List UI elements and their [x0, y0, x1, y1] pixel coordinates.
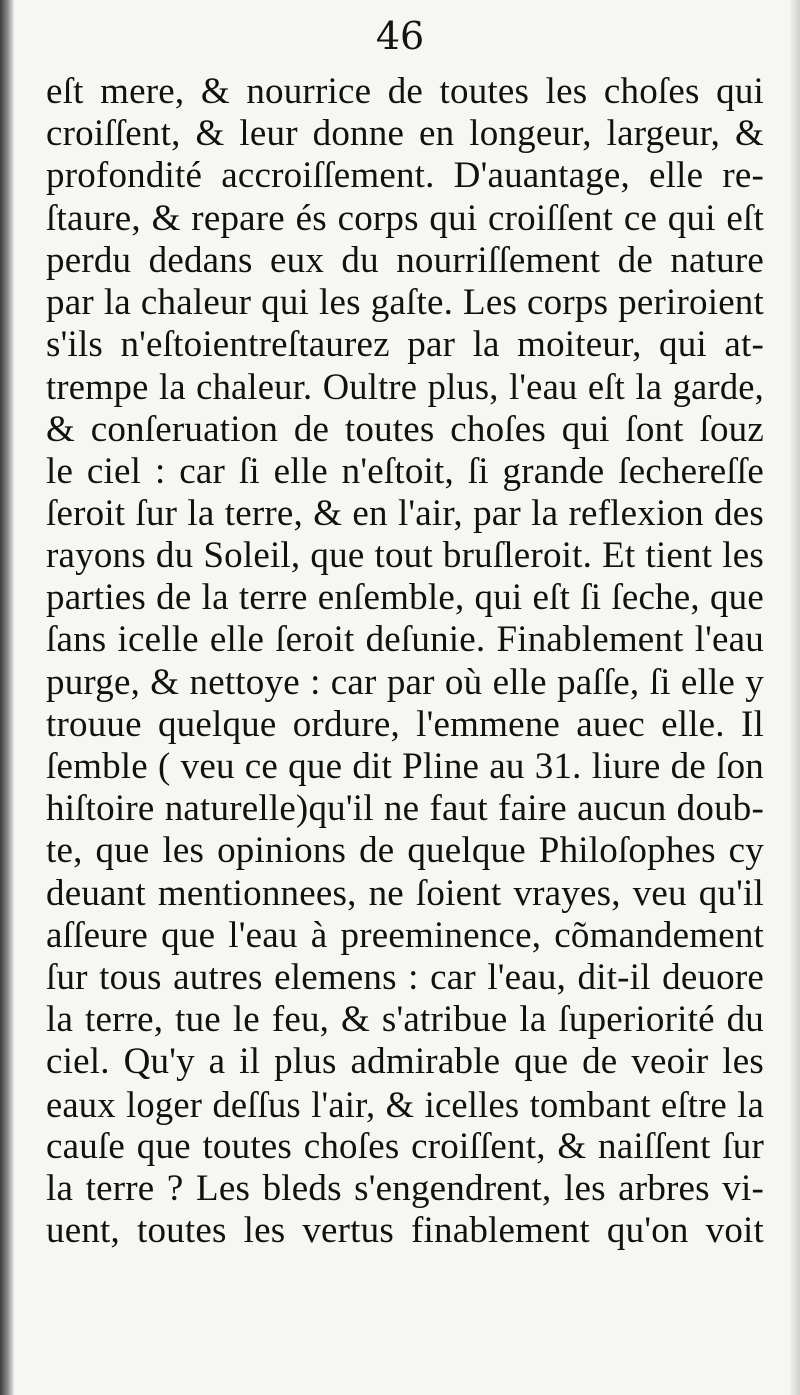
text-line: ſans icelle elle ſeroit deſunie. Finablement l'eau [46, 619, 764, 661]
text-line: deuant mentionnees, ne ſoient vrayes, veu qu'il [46, 872, 764, 914]
text-line: ſeroit ſur la terre, & en l'air, par la reflexion des [46, 492, 764, 534]
text-line: par la chaleur qui les gaſte. Les corps periroient [46, 281, 764, 323]
text-line: la terre, tue le feu, & s'atribue la ſuperiorité du [46, 999, 764, 1041]
text-line: la terre ? Les bleds s'engendrent, les arbres vi- [46, 1167, 764, 1209]
text-line: cauſe que toutes choſes croiſſent, & naiſſent ſur [46, 1125, 764, 1167]
text-line: eaux loger deſſus l'air, & icelles tombant eſtre la [46, 1083, 764, 1125]
body-text [46, 71, 764, 1252]
text-line: hiſtoire naturelle)qu'il ne faut faire aucun doub- [46, 788, 764, 830]
text-line: croiſſent, & leur donne en longeur, largeur, & [46, 113, 764, 155]
page-number: 46 [375, 14, 425, 58]
text-line: perdu dedans eux du nourriſſement de nature [46, 239, 764, 281]
page-right-edge [790, 0, 800, 1395]
text-line: ſemble ( veu ce que dit Pline au 31. liure de ſon [46, 746, 764, 787]
text-line: aſſeure que l'eau à preeminence, cõmandement [46, 914, 764, 956]
text-line: profondité accroiſſement. D'auantage, elle re- [46, 155, 764, 197]
text-line: trouue quelque ordure, l'emmene auec elle. Il [46, 703, 764, 745]
text-line: s'ils n'eſtoientreſtaurez par la moiteur, qui at- [46, 324, 764, 366]
text-line: parties de la terre enſemble, qui eſt ſi ſeche, que [46, 577, 764, 619]
text-line: le ciel : car ſi elle n'eſtoit, ſi grande ſechereſſe [46, 450, 764, 492]
text-line: trempe la chaleur. Oultre plus, l'eau eſt la garde, [46, 366, 764, 408]
text-line: ſtaure, & repare és corps qui croiſſent ce qui eſt [46, 197, 764, 239]
text-line: te, que les opinions de quelque Philoſophes cy [46, 830, 764, 872]
text-line: ſur tous autres elemens : car l'eau, dit-il deuore [46, 956, 764, 998]
text-line: rayons du Soleil, que tout bruſleroit. Et tient les [46, 535, 764, 577]
page-gutter-shadow [0, 0, 14, 1395]
text-line: purge, & nettoye : car par où elle paſſe, ſi elle y [46, 661, 764, 703]
text-line: & conſeruation de toutes choſes qui ſont ſouz [46, 408, 764, 450]
text-line: ciel. Qu'y a il plus admirable que de veoir les [46, 1041, 764, 1083]
text-line: uent, toutes les vertus finablement qu'on voit [46, 1210, 764, 1252]
text-line: eſt mere, & nourrice de toutes les choſes qui [46, 71, 764, 112]
